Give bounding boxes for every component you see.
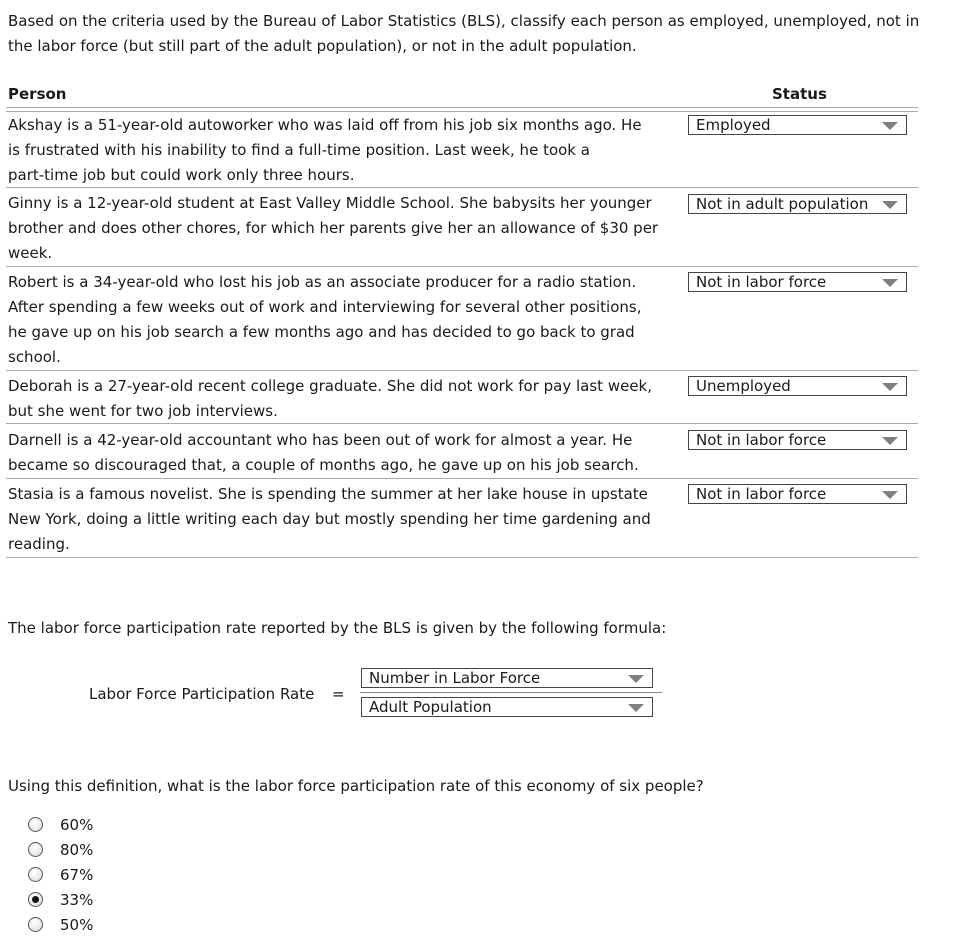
column-header-person: Person: [8, 85, 67, 103]
person-description-darnell: Darnell is a 42-year-old accountant who has been out of work for almost a year. He became so discouraged that, a couple of months ago, he gave up on his job search.: [8, 431, 639, 474]
formula-intro-text: The labor force participation rate reported by the BLS is given by the following formula:: [8, 619, 667, 637]
dropdown-arrow-icon: [882, 122, 898, 130]
row-divider: [6, 423, 918, 424]
formula-label: Labor Force Participation Rate: [89, 685, 315, 703]
dropdown-arrow-icon: [882, 279, 898, 287]
denominator-value: Adult Population: [369, 698, 492, 716]
question-text: Using this definition, what is the labor force participation rate of this economy of six people?: [8, 777, 704, 795]
status-value: Unemployed: [696, 377, 791, 395]
dropdown-arrow-icon: [628, 675, 644, 683]
numerator-dropdown[interactable]: [361, 668, 653, 688]
status-value: Not in labor force: [696, 431, 827, 449]
row-divider: [6, 478, 918, 479]
status-dropdown-ginny[interactable]: [688, 194, 907, 214]
status-dropdown-darnell[interactable]: [688, 430, 907, 450]
status-value: Employed: [696, 116, 771, 134]
answer-option-label: 33%: [60, 891, 94, 909]
radio-button-icon[interactable]: [28, 817, 43, 832]
header-divider: [6, 107, 918, 112]
equals-sign: =: [332, 685, 345, 703]
denominator-dropdown[interactable]: [361, 697, 653, 717]
status-value: Not in labor force: [696, 273, 827, 291]
intro-text: Based on the criteria used by the Bureau of Labor Statistics (BLS), classify each person as employed, unemployed, not in the labor force (but still part of the adult population), or not in the adult population.: [8, 12, 920, 55]
dropdown-arrow-icon: [882, 491, 898, 499]
radio-button-icon[interactable]: [28, 842, 43, 857]
dropdown-arrow-icon: [882, 437, 898, 445]
answer-option-label: 67%: [60, 866, 94, 884]
answer-option-label: 50%: [60, 916, 94, 934]
person-description-ginny: Ginny is a 12-year-old student at East Valley Middle School. She babysits her younger brother and does other chores, for which her parents give her an allowance of $30 per week.: [8, 194, 659, 262]
radio-button-icon[interactable]: [28, 867, 43, 882]
row-divider: [6, 370, 918, 371]
dropdown-arrow-icon: [628, 704, 644, 712]
numerator-value: Number in Labor Force: [369, 669, 541, 687]
answer-option-label: 80%: [60, 841, 94, 859]
status-dropdown-robert[interactable]: [688, 272, 907, 292]
table-bottom-divider: [6, 557, 918, 558]
person-description-stasia: Stasia is a famous novelist. She is spending the summer at her lake house in upstate New York, doing a little writing each day but mostly spending her time gardening and reading.: [8, 485, 651, 553]
dropdown-arrow-icon: [882, 383, 898, 391]
row-divider: [6, 187, 918, 188]
dropdown-arrow-icon: [882, 201, 898, 209]
status-dropdown-akshay[interactable]: [688, 115, 907, 135]
person-description-robert: Robert is a 34-year-old who lost his job as an associate producer for a radio station. After spending a few weeks out of work and interviewing for several other positions, he gave up on his job search a few months ago and has decided to go back to grad school.: [8, 273, 642, 366]
person-description-akshay: Akshay is a 51-year-old autoworker who was laid off from his job six months ago. He is frustrated with his inability to find a full-time position. Last week, he took a part-time job but could work only three hours.: [8, 116, 642, 184]
person-description-deborah: Deborah is a 27-year-old recent college graduate. She did not work for pay last week, but she went for two job interviews.: [8, 377, 652, 420]
radio-button-icon[interactable]: [28, 917, 43, 932]
radio-button-icon[interactable]: [28, 892, 43, 907]
status-value: Not in adult population: [696, 195, 869, 213]
row-divider: [6, 266, 918, 267]
column-header-status: Status: [772, 85, 827, 103]
status-dropdown-stasia[interactable]: [688, 484, 907, 504]
status-dropdown-deborah[interactable]: [688, 376, 907, 396]
status-value: Not in labor force: [696, 485, 827, 503]
fraction-line: [360, 692, 662, 693]
answer-option-label: 60%: [60, 816, 94, 834]
